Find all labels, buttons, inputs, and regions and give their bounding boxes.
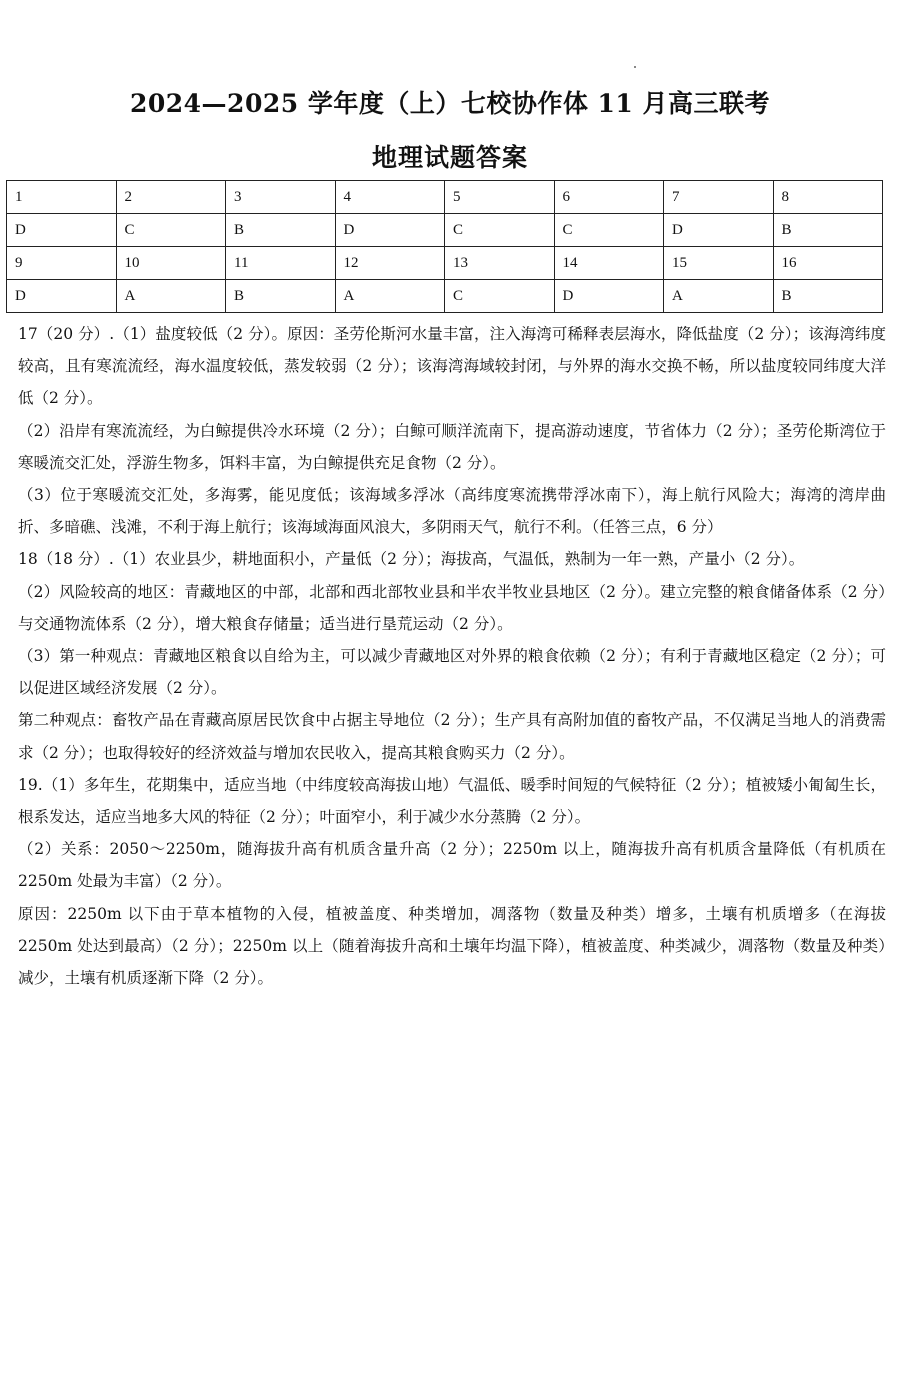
- answer-explanations: [18, 318, 886, 994]
- table-cell: 14: [554, 247, 664, 280]
- table-cell: 15: [664, 247, 774, 280]
- paragraph-q19-part2-relation: （2）关系：2050～2250m，随海拔升高有机质含量升高（2 分）；2250m 以上，随海拔升高有机质含量降低（有机质在 2250m 处最为丰富）（2 分）。: [18, 840, 886, 891]
- table-cell: B: [773, 214, 883, 247]
- paragraph-q18-part3-view2: 第二种观点：畜牧产品在青藏高原居民饮食中占据主导地位（2 分）；生产具有高附加值的畜牧产品，不仅满足当地人的消费需求（2 分）；也取得较好的经济效益与增加农民收入，提高其粮食购买力（2 分）。: [18, 711, 886, 762]
- scan-speck: [634, 66, 636, 68]
- table-cell: C: [445, 214, 555, 247]
- paragraph-q19-part2-reason: 原因：2250m 以下由于草本植物的入侵，植被盖度、种类增加，凋落物（数量及种类）增多，土壤有机质增多（在海拔 2250m 处达到最高）（2 分）；2250m 以上（随着海拔升高和土壤年均温下降），植被盖度、种类减少，凋落物（数量及种类）减少，土壤有机质逐渐下降（2 分）。: [18, 904, 886, 988]
- table-cell: 13: [445, 247, 555, 280]
- table-cell: 12: [335, 247, 445, 280]
- table-cell: C: [116, 214, 226, 247]
- paragraph-q18-part2: （2）风险较高的地区：青藏地区的中部，北部和西北部牧业县和半农半牧业县地区（2 分）。建立完整的粮食储备体系（2 分）与交通物流体系（2 分），增大粮食存储量；适当进行垦荒运动（2 分）。: [18, 582, 886, 633]
- table-cell: 16: [773, 247, 883, 280]
- exam-title: 2024—2025 学年度（上）七校协作体 11 月高三联考: [129, 89, 771, 118]
- paragraph-q19-part1: 19.（1）多年生，花期集中，适应当地（中纬度较高海拔山地）气温低、暖季时间短的气候特征（2 分）；植被矮小匍匐生长，根系发达，适应当地多大风的特征（2 分）；叶面窄小，利于减少水分蒸腾（2 分）。: [18, 775, 886, 827]
- paragraph-q18-part1: 18（18 分）.（1）农业县少，耕地面积小，产量低（2 分）；海拔高，气温低，熟制为一年一熟，产量小（2 分）。: [18, 550, 805, 569]
- question-number-row: [7, 181, 883, 214]
- table-cell: 4: [335, 181, 445, 214]
- table-cell: D: [7, 214, 117, 247]
- table-cell: 7: [664, 181, 774, 214]
- table-cell: D: [664, 214, 774, 247]
- table-cell: D: [554, 280, 664, 313]
- table-cell: 3: [226, 181, 336, 214]
- answer-row: [7, 214, 883, 247]
- table-cell: 5: [445, 181, 555, 214]
- table-cell: 9: [7, 247, 117, 280]
- table-cell: 8: [773, 181, 883, 214]
- table-cell: 2: [116, 181, 226, 214]
- paragraph-q17-part2: （2）沿岸有寒流流经，为白鲸提供冷水环境（2 分）；白鲸可顺洋流南下，提高游动速度，节省体力（2 分）；圣劳伦斯湾位于寒暖流交汇处，浮游生物多，饵料丰富，为白鲸提供充足食物（2 分）。: [18, 421, 886, 472]
- answer-row: [7, 280, 883, 313]
- table-cell: 6: [554, 181, 664, 214]
- paragraph-q17-part3: （3）位于寒暖流交汇处，多海雾，能见度低；该海域多浮冰（高纬度寒流携带浮冰南下），海上航行风险大；海湾的湾岸曲折、多暗礁、浅滩，不利于海上航行；该海域海面风浪大，多阴雨天气，航行不利。（任答三点，6 分）: [18, 486, 886, 537]
- table-cell: A: [664, 280, 774, 313]
- table-cell: C: [445, 280, 555, 313]
- paragraph-q17-part1: 17（20 分）.（1）盐度较低（2 分）。原因：圣劳伦斯河水量丰富，注入海湾可稀释表层海水，降低盐度（2 分）；该海湾纬度较高，且有寒流流经，海水温度较低，蒸发较弱（2 分）；该海湾海域较封闭，与外界的海水交换不畅，所以盐度较同纬度大洋低（2 分）。: [18, 325, 886, 408]
- paragraph-q18-part3-view1: （3）第一种观点：青藏地区粮食以自给为主，可以减少青藏地区对外界的粮食依赖（2 分）；有利于青藏地区稳定（2 分）；可以促进区域经济发展（2 分）。: [18, 647, 886, 698]
- table-cell: 11: [226, 247, 336, 280]
- table-cell: B: [226, 214, 336, 247]
- table-cell: A: [335, 280, 445, 313]
- table-cell: B: [773, 280, 883, 313]
- table-cell: D: [335, 214, 445, 247]
- table-cell: 1: [7, 181, 117, 214]
- answer-key-subtitle: 地理试题答案: [371, 143, 528, 172]
- table-cell: D: [7, 280, 117, 313]
- table-cell: 10: [116, 247, 226, 280]
- table-cell: A: [116, 280, 226, 313]
- question-number-row: [7, 247, 883, 280]
- answer-table: [6, 180, 883, 313]
- table-cell: B: [226, 280, 336, 313]
- table-cell: C: [554, 214, 664, 247]
